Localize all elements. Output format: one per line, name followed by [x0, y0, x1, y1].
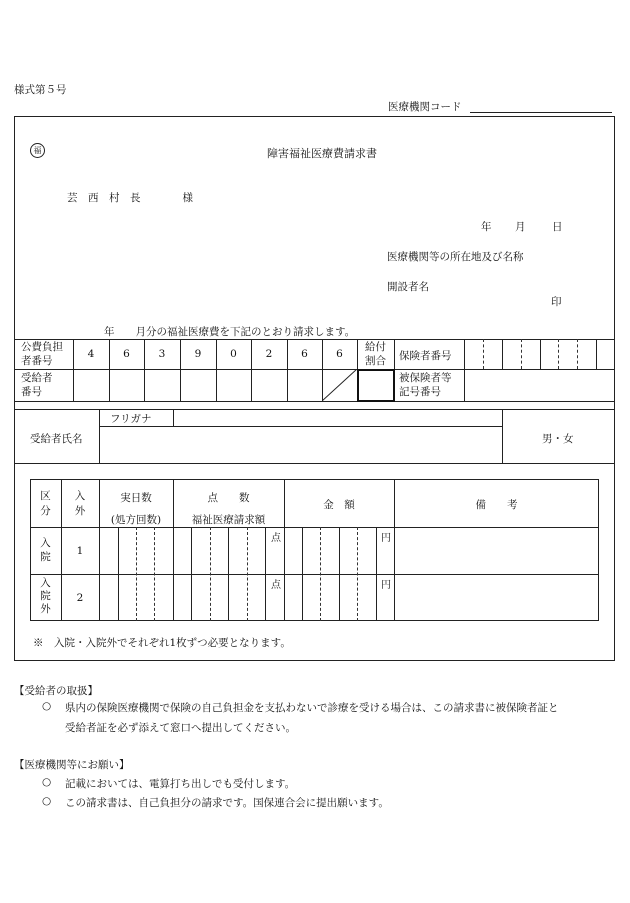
yen-unit: 円: [381, 533, 391, 544]
welfare-seal-icon: 福: [30, 143, 45, 158]
section-recipient-line2: 受給者証を必ず添えて窓口へ提出してください。: [65, 722, 296, 734]
payer-digit[interactable]: 3: [158, 348, 166, 360]
section-provider-heading: 【医療機関等にお願い】: [14, 759, 130, 771]
section-recipient-line1: 県内の保険医療機関で保険の自己負担金を支払わないで診療を受ける場合は、この請求書に被保険者証と: [65, 702, 559, 714]
insured-number-label: 被保険者等 記号番号: [399, 372, 452, 398]
point-unit: 点: [271, 580, 281, 591]
payer-digit[interactable]: 6: [301, 348, 308, 360]
note: ※ 入院・入院外でそれぞれ1枚ずつ必要となります。: [33, 637, 291, 649]
days-header: 実日数: [120, 492, 152, 504]
amount-header: 金 額: [323, 499, 355, 511]
date-day-label: 日: [552, 221, 563, 233]
gender-choice[interactable]: 男・女: [542, 433, 574, 445]
payer-digit[interactable]: 2: [265, 348, 273, 360]
row-category-outpatient: 入 院 外: [40, 577, 51, 615]
payer-digit[interactable]: 6: [336, 348, 343, 360]
address-label: 医療機関等の所在地及び名称: [387, 251, 524, 263]
payer-digit[interactable]: 9: [194, 348, 202, 360]
stamp-label: 印: [551, 296, 562, 308]
benefit-ratio-input[interactable]: [357, 369, 395, 402]
payer-digit[interactable]: 6: [123, 348, 130, 360]
payer-digit[interactable]: 4: [87, 348, 95, 360]
row-code: 1: [76, 545, 84, 557]
slash-cell: [322, 369, 357, 401]
payer-digit[interactable]: 0: [230, 348, 237, 360]
days-subheader: (処方回数): [110, 514, 162, 526]
founder-label: 開設者名: [387, 281, 429, 293]
inout-header: 入 外: [74, 490, 86, 517]
payer-number-label: 公費負担 者番号: [21, 341, 63, 367]
provider-code-input-line[interactable]: [470, 112, 612, 113]
bullet-icon: ○: [42, 795, 52, 807]
addressee: 芸 西 村 長 様: [67, 192, 193, 204]
claim-sentence: 年 月分の福祉医療費を下記のとおり請求します。: [104, 326, 356, 338]
provider-code-label: 医療機関コード: [388, 101, 462, 113]
points-subheader: 福祉医療請求額: [191, 514, 266, 526]
section-recipient-heading: 【受給者の取扱】: [14, 685, 98, 697]
insurer-number-label: 保険者番号: [399, 350, 452, 362]
benefit-ratio-label: 給付 割合: [365, 341, 386, 367]
recipient-name-label: 受給者氏名: [30, 433, 83, 445]
furigana-label: フリガナ: [110, 413, 152, 425]
form-number: 様式第５号: [14, 84, 67, 96]
form-title: 障害福祉医療費請求書: [267, 147, 377, 160]
yen-unit: 円: [381, 580, 391, 591]
remarks-header: 備 考: [475, 499, 518, 511]
section-provider-item: この請求書は、自己負担分の請求です。国保連合会に提出願います。: [65, 797, 389, 809]
recipient-number-label: 受給者 番号: [21, 372, 53, 398]
points-header: 点 数: [207, 492, 250, 504]
date-month-label: 月: [515, 221, 526, 233]
bullet-icon: ○: [42, 700, 52, 712]
category-header: 区 分: [40, 490, 51, 517]
point-unit: 点: [271, 533, 281, 544]
row-code: 2: [76, 592, 84, 604]
date-year-label: 年: [481, 221, 492, 233]
bullet-icon: ○: [42, 776, 52, 788]
section-provider-item: 記載においては、電算打ち出しでも受付します。: [65, 778, 296, 790]
row-category-inpatient: 入 院: [40, 537, 51, 563]
